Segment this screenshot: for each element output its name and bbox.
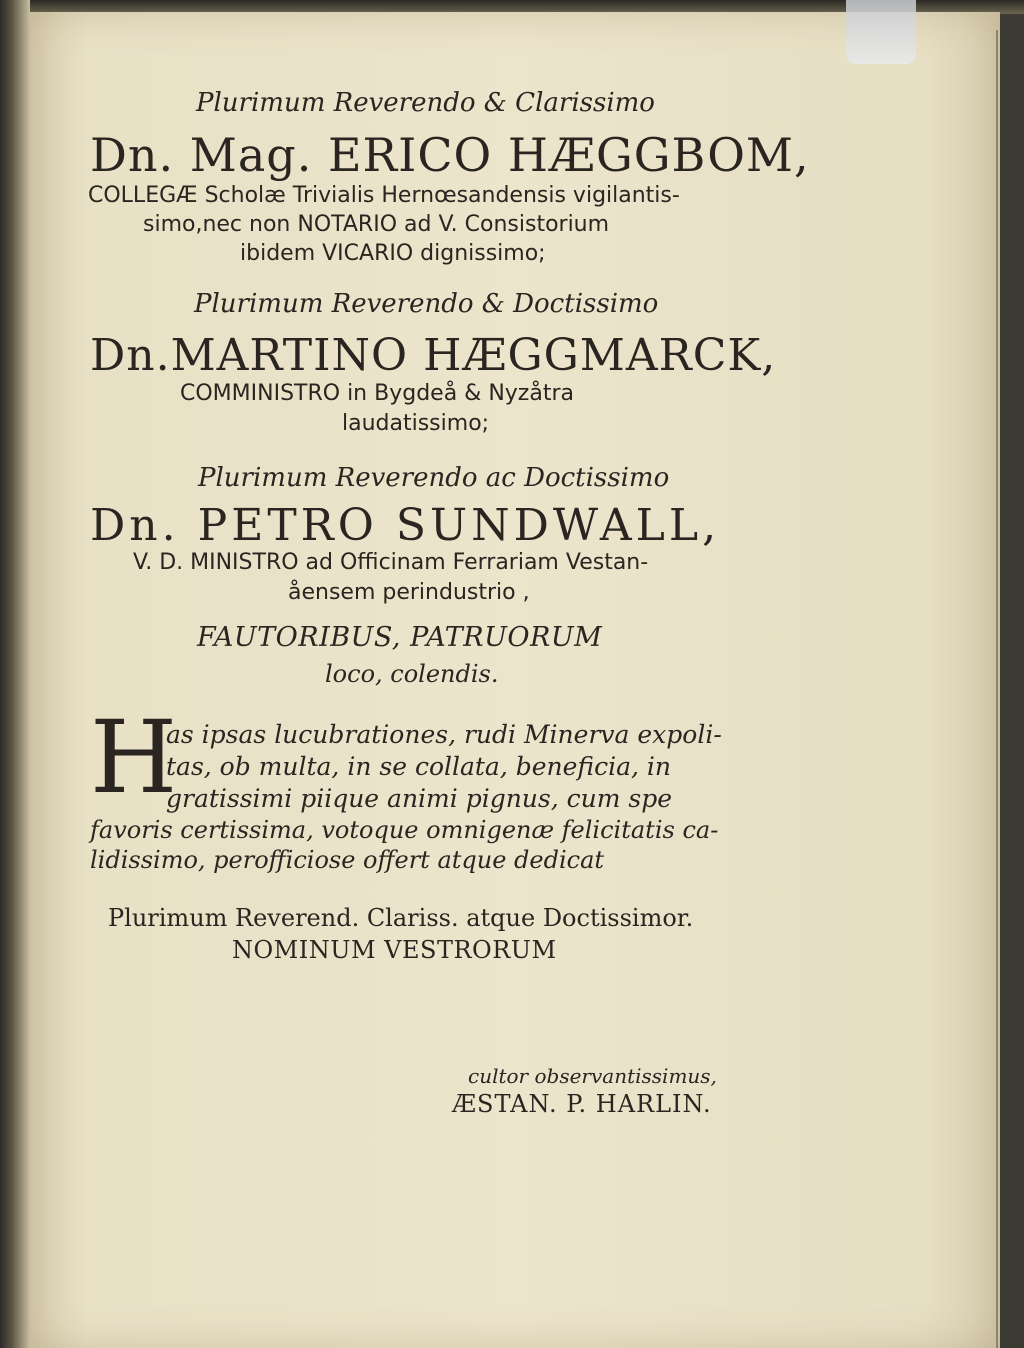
book-gutter: [0, 0, 30, 1348]
desc-2-line-2: laudatissimo;: [342, 411, 490, 436]
body-line-3: gratissimi piique animi pignus, cum spe: [166, 784, 673, 813]
page-right-border: [996, 30, 998, 1348]
desc-1-line-3: ibidem VICARIO dignissimo;: [240, 241, 546, 266]
body-line-2: tas, ob multa, in se collata, beneficia, in: [166, 752, 671, 781]
drop-cap: H: [90, 699, 178, 816]
name-3: Dn. PETRO SUNDWALL,: [90, 500, 721, 551]
desc-3-line-1: V. D. MINISTRO ad Officinam Ferrariam Vestan-: [133, 550, 649, 575]
desc-1-line-2: simo,nec non NOTARIO ad V. Consistorium: [143, 212, 610, 237]
epithet-1: Plurimum Reverendo & Clarissimo: [196, 88, 655, 118]
closing-line-2: NOMINUM VESTRORUM: [232, 936, 557, 964]
cultor-line: cultor observantissimus,: [468, 1064, 717, 1088]
body-line-5: lidissimo, perofficiose offert atque dedicat: [90, 846, 605, 874]
desc-3-line-2: åensem perindustrio ,: [288, 580, 530, 605]
closing-line-1: Plurimum Reverend. Clariss. atque Doctissimor.: [108, 904, 694, 932]
desc-1-line-1: COLLEGÆ Scholæ Trivialis Hernœsandensis vigilantis-: [88, 183, 680, 208]
epithet-3: Plurimum Reverendo ac Doctissimo: [198, 463, 670, 493]
body-line-4: favoris certissima, votoque omnigenæ felicitatis ca-: [90, 816, 719, 844]
epithet-2: Plurimum Reverendo & Doctissimo: [194, 289, 659, 319]
fautores-line-2: loco, colendis.: [325, 660, 499, 688]
body-line-1: as ipsas lucubrationes, rudi Minerva expoli-: [166, 720, 722, 749]
desc-2-line-1: COMMINISTRO in Bygdeå & Nyzåtra: [180, 381, 574, 406]
bookmark-clip: [846, 0, 916, 64]
name-2: Dn.MARTINO HÆGGMARCK,: [90, 330, 777, 381]
name-1: Dn. Mag. ERICO HÆGGBOM,: [90, 128, 810, 182]
fautores-line-1: FAUTORIBUS, PATRUORUM: [197, 622, 603, 653]
signature: ÆSTAN. P. HARLIN.: [452, 1090, 712, 1118]
